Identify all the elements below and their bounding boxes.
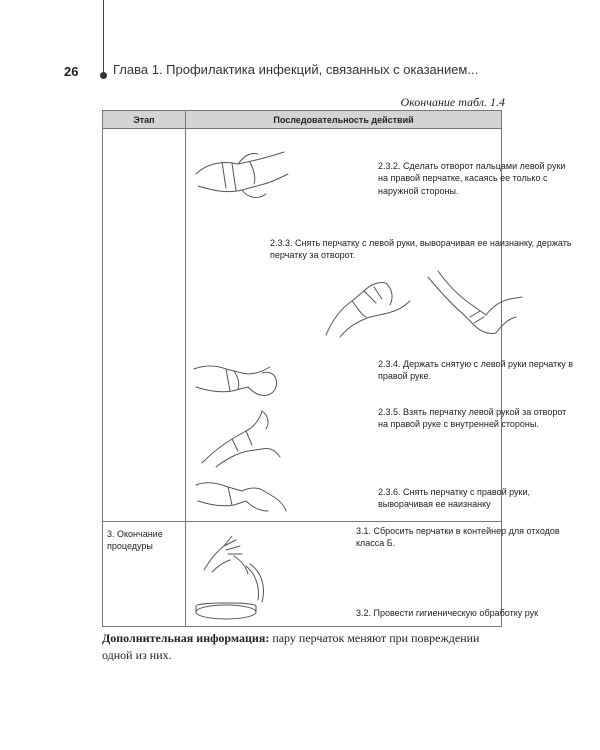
step-3-2: 3.2. Провести гигиеническую обработку рук <box>356 608 539 618</box>
running-header: Глава 1. Профилактика инфекций, связанных с оказанием... <box>113 62 479 77</box>
hands-illustration-step-2-3-3b <box>422 267 528 345</box>
margin-line <box>103 0 104 76</box>
step-2-3-2: 2.3.2. Сделать отворот пальцами левой руки на правой перчатке, касаясь ее только с наружной стороны. <box>378 161 566 196</box>
table-caption: Окончание табл. 1.4 <box>400 95 505 109</box>
page-number: 26 <box>64 64 79 79</box>
hands-illustration-step-2-3-6 <box>192 471 290 517</box>
stage-cell <box>103 522 186 627</box>
table-header-row <box>103 111 502 129</box>
table-row <box>103 522 502 627</box>
column-header-stage: Этап <box>103 111 186 129</box>
waste-container-illustration <box>190 558 270 622</box>
additional-info-label: Дополнительная информация: <box>102 631 270 645</box>
stage-label: 3. Окончание процедуры <box>107 529 163 552</box>
procedure-table <box>102 110 574 627</box>
step-2-3-3: 2.3.3. Снять перчатку с левой руки, выворачивая ее наизнанку, держать перчатку за отворот. <box>270 238 572 261</box>
step-3-1: 3.1. Сбросить перчатки в контейнер для отходов класса Б. <box>356 526 560 549</box>
step-2-3-4: 2.3.4. Держать снятую с левой руки перчатку в правой руке. <box>378 359 574 382</box>
steps-cell <box>186 522 560 627</box>
hands-illustration-step-2-3-3a <box>316 269 416 341</box>
hands-illustration-step-2-3-2 <box>192 134 292 206</box>
margin-dot <box>100 72 107 79</box>
step-2-3-6: 2.3.6. Снять перчатку с правой руки, выворачивая ее наизнанку <box>378 487 530 510</box>
additional-info <box>102 630 502 665</box>
stage-cell <box>103 129 186 522</box>
steps-cell <box>186 129 574 522</box>
table-row <box>103 129 502 522</box>
stage-label <box>103 129 185 141</box>
column-header-steps: Последовательность действий <box>186 111 502 129</box>
hands-illustration-step-2-3-5 <box>196 405 284 469</box>
step-2-3-5: 2.3.5. Взять перчатку левой рукой за отворот на правой руке с внутренней стороны. <box>378 407 567 430</box>
additional-info-text: пару перчаток меняют при повреждении одной из них. <box>102 631 480 663</box>
